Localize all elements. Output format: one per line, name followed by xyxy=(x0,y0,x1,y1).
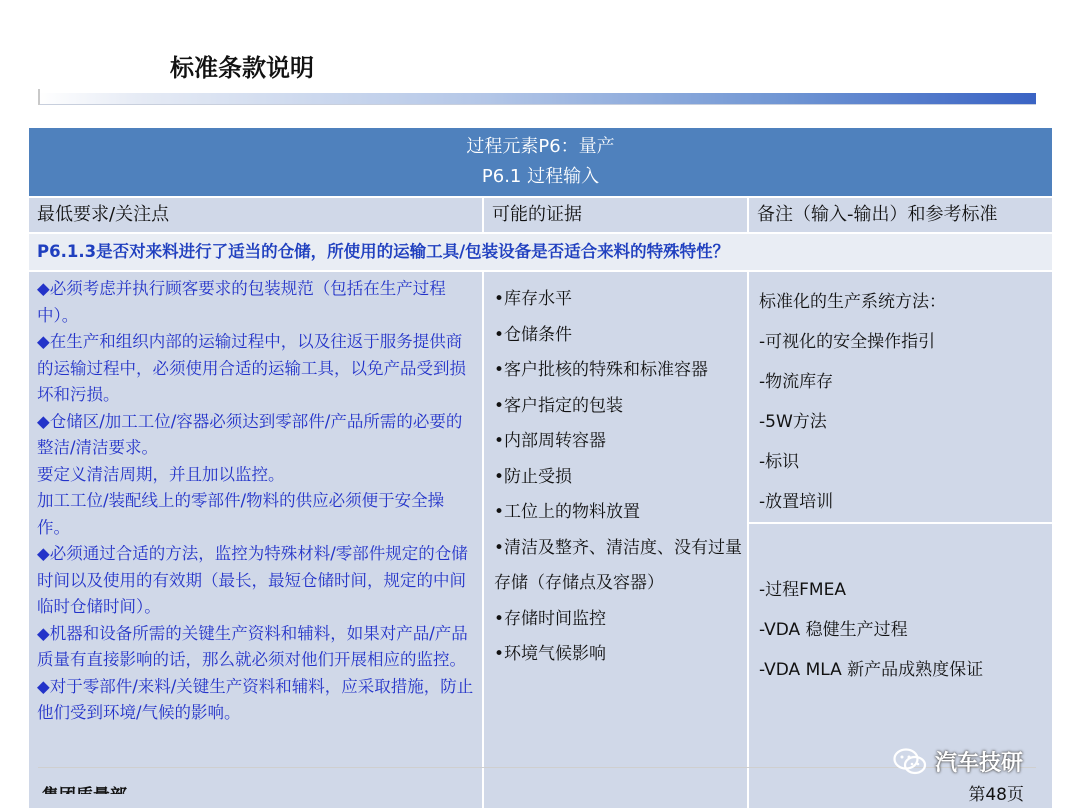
remark-item: -5W方法 xyxy=(759,412,827,432)
title-divider-bar xyxy=(38,93,1036,105)
requirement-item: ◆机器和设备所需的关键生产资料和辅料，如果对产品/产品质量有直接影响的话，那么就必须对他们开展相应的监控。 xyxy=(37,623,468,669)
evidence-item: •客户批核的特殊和标准容器 xyxy=(494,360,709,380)
remark-item: -过程FMEA xyxy=(759,580,846,600)
requirements-cell xyxy=(28,271,483,809)
evidence-item: •工位上的物料放置 xyxy=(494,502,641,522)
evidence-item: •客户指定的包装 xyxy=(494,395,624,416)
table-header xyxy=(28,127,1053,197)
requirement-item: ◆必须通过合适的方法，监控为特殊材料/零部件规定的仓储时间以及使用的有效期（最长，最短仓储时间，规定的中间临时仓储时间）。 xyxy=(37,544,468,616)
watermark xyxy=(893,746,1023,777)
evidence-item: •存储时间监控 xyxy=(494,608,607,629)
header-process-element: 过程元素P6：量产 xyxy=(466,136,615,157)
requirement-item: 加工工位/装配线上的零部件/物料的供应必须便于安全操作。 xyxy=(37,491,445,537)
column-header-requirements: 最低要求/关注点 xyxy=(28,197,483,233)
footer-divider xyxy=(38,767,1036,768)
remark-item: -标识 xyxy=(759,452,800,472)
page-number: 第48页 xyxy=(968,785,1024,805)
column-header-evidence: 可能的证据 xyxy=(483,197,748,233)
remarks-cell-top xyxy=(748,271,1053,523)
question-row: P6.1.3是否对来料进行了适当的仓储，所使用的运输工具/包装设备是否适合来料的特殊特性？ xyxy=(28,233,1053,271)
remark-item: 标准化的生产系统方法： xyxy=(759,292,946,312)
remark-item: -VDA MLA 新产品成熟度保证 xyxy=(759,660,984,680)
evidence-item: •防止受损 xyxy=(494,466,573,487)
remark-item: -放置培训 xyxy=(759,492,834,512)
requirement-item: ◆仓储区/加工工位/容器必须达到零部件/产品所需的必要的整洁/清洁要求。 xyxy=(37,411,463,457)
evidence-item: •仓储条件 xyxy=(494,324,573,345)
evidence-item: •清洁及整齐、清洁度、没有过量存储（存储点及容器） xyxy=(494,537,743,593)
evidence-item: •库存水平 xyxy=(494,289,573,309)
remark-item: -VDA 稳健生产过程 xyxy=(759,620,908,640)
requirement-item: ◆必须考虑并执行顾客要求的包装规范（包括在生产过程中）。 xyxy=(37,279,446,325)
evidence-item: •环境气候影响 xyxy=(494,644,607,664)
wechat-icon xyxy=(893,748,927,776)
standard-clause-table xyxy=(27,126,1054,810)
header-process-input: P6.1 过程输入 xyxy=(481,166,600,187)
page-title: 标准条款说明 xyxy=(170,54,314,82)
remark-item: -物流库存 xyxy=(759,372,834,392)
evidence-cell xyxy=(483,271,748,809)
column-header-remarks: 备注（输入-输出）和参考标准 xyxy=(748,197,1053,233)
requirement-item: ◆在生产和组织内部的运输过程中，以及往返于服务提供商的运输过程中，必须使用合适的运输工具，以免产品受到损坏和污损。 xyxy=(37,332,466,404)
evidence-item: •内部周转容器 xyxy=(494,431,607,451)
requirement-item: 要定义清洁周期，并且加以监控。 xyxy=(37,464,285,484)
watermark-text: 汽车技研 xyxy=(935,751,1024,776)
remark-item: -可视化的安全操作指引 xyxy=(759,332,936,352)
requirement-item: ◆对于零部件/来料/关键生产资料和辅料，应采取措施，防止他们受到环境/气候的影响。 xyxy=(37,676,474,722)
